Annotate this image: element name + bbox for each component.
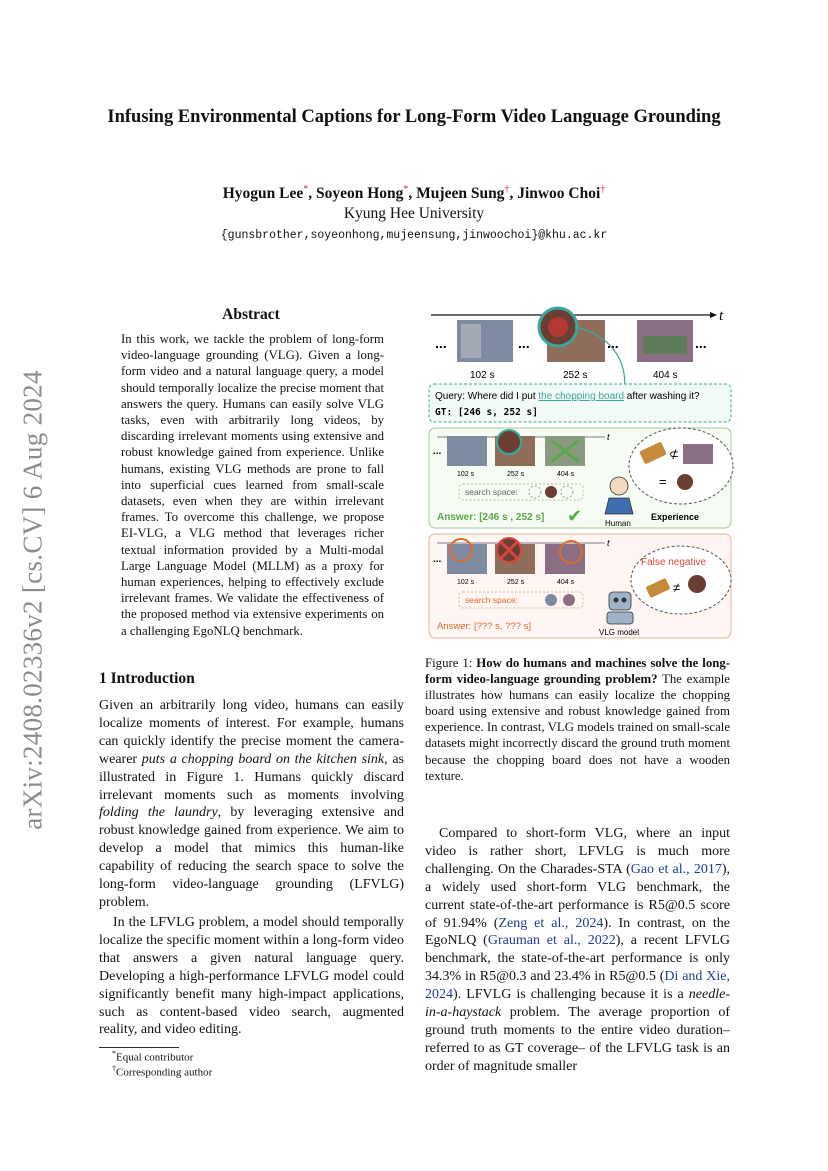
robot-icon (609, 592, 631, 610)
robot-icon-body (607, 612, 633, 624)
video-frame-detail (643, 336, 687, 354)
footnote-text: Corresponding author (116, 1066, 213, 1079)
arxiv-identifier (18, 360, 48, 840)
ellipsis: ... (435, 335, 447, 351)
search-slot (545, 486, 557, 498)
section-heading-introduction: 1 Introduction (99, 670, 195, 687)
footnote-1 (112, 1049, 193, 1064)
italic-phrase: puts a chopping board on the kitchen sink (141, 751, 385, 767)
intro-paragraph-3 (425, 825, 730, 1076)
robot-eye (614, 598, 619, 603)
abstract-heading: Abstract (222, 306, 280, 323)
text-run: ). LFVLG is challenging because it is a (453, 987, 689, 1003)
bubble-board-icon (677, 474, 693, 490)
figure-1-caption (425, 655, 730, 784)
citation-link[interactable]: Zeng et al., 2024 (498, 915, 604, 931)
text-run: , as illustrated in Figure 1. Humans quickly discard irrelevant moments such as moments involving (99, 751, 405, 803)
ellipsis: ... (433, 446, 442, 457)
time-label: 102 s (470, 370, 495, 381)
query-text (435, 391, 700, 402)
italic-phrase: needle-in-a-haystack (425, 987, 730, 1021)
time-label: 252 s (507, 579, 525, 586)
figure-1-illustration (425, 296, 737, 640)
search-space-label: search space: (465, 595, 518, 605)
paper-title: Infusing Environmental Captions for Long-Form Video Language Grounding (107, 107, 721, 127)
abstract-text: In this work, we tackle the problem of long-form video-language grounding (VLG). Given a long-form video and a natural language query, a model should temporally localize the precise moment that answers the query. Humans can easily solve VLG tasks, even with arbitrarily long videos, by discarding irrelevant moments using extensive and robust knowledge gained from experience. Unlike humans, existing VLG methods are prone to fall into superficial cues learned from small-scale datasets, even when they are within irrelevant frames. To overcome this challenge, we propose EI-VLG, a VLG method that leverages richer textual information provided by a Multi-modal Large Language Model (MLLM) as a proxy for human experiences, helping to effectively exclude irrelevant frames. We validate the effectiveness of the proposed method via extensive experiments on a challenging EgoNLQ benchmark. (121, 332, 384, 638)
caption-bold: How do humans and machines solve the long-form video-language grounding problem? (425, 656, 731, 687)
experience-label: Experience (651, 512, 700, 522)
ground-truth-label: GT: [246 s, 252 s] (435, 407, 538, 418)
vlg-model-label: VLG model (599, 628, 640, 637)
answer-human: Answer: [246 s , 252 s] (437, 512, 545, 523)
affiliation: Kyung Hee University (343, 205, 485, 222)
query-prefix: Query: Where did I put (435, 391, 539, 402)
author-emails: {gunsbrother,soyeonhong,mujeensung,jinwoochoi}@khu.ac.kr (220, 229, 608, 242)
not-subset-symbol: ⊄ (669, 447, 680, 461)
equals-symbol: = (659, 474, 667, 489)
human-icon (610, 477, 628, 495)
footnote-mark: * (112, 1049, 116, 1058)
author-mark: * (303, 184, 309, 195)
intro-paragraph-1 (99, 697, 404, 912)
author-name: Hyogun Lee (222, 185, 304, 203)
answer-model: Answer: [??? s, ??? s] (437, 621, 531, 632)
author-list: Hyogun Lee*, Soyeon Hong*, Mujeen Sung†, Jinwoo Choi† (222, 184, 606, 203)
time-label: 404 s (557, 471, 575, 478)
time-label: 404 s (653, 370, 678, 381)
text-run: ). In contrast, on the EgoNLQ ( (425, 915, 730, 949)
time-label: 102 s (457, 471, 475, 478)
author-mark: † (600, 184, 606, 195)
time-label: 252 s (563, 370, 588, 381)
ellipsis: ... (607, 335, 619, 351)
search-slot (563, 594, 575, 606)
query-highlight: the chopping board (538, 391, 625, 402)
time-label: 102 s (457, 579, 475, 586)
bubble-board-icon (688, 575, 706, 593)
ellipsis: ... (518, 335, 530, 351)
timeline-t-label: t (719, 308, 724, 324)
author-name: Soyeon Hong (315, 185, 404, 203)
text-run: ), a recent LFVLG benchmark, the state-of-the-art performance is only 34.3% in R5@0.3 and 23.4% in R5@0.5 ( (425, 933, 730, 985)
not-equal-symbol: ≠ (673, 580, 681, 595)
caption-label: Figure 1: (425, 656, 477, 670)
panel-highlight-circle (497, 430, 521, 454)
citation-link[interactable]: Gao et al., 2017 (630, 861, 722, 877)
author-mark: * (403, 184, 409, 195)
text-run: Compared to short-form VLG, where an input video is rather short, LFVLG is much more challenging. On the Charades-STA ( (425, 826, 730, 877)
footnote-text: Equal contributor (116, 1051, 194, 1064)
text-run: problem. The average proportion of ground truth moments to the entire video duration–referred to as GT coverage– of the LFVLG task is an order of magnitude smaller (425, 1005, 730, 1074)
panel-t-label: t (607, 538, 610, 548)
author-mark: † (504, 184, 510, 195)
false-negative-label: False negative (641, 557, 707, 568)
footnote-mark: † (112, 1064, 116, 1073)
robot-eye (622, 598, 627, 603)
human-icon-body (605, 498, 633, 514)
panel-frame (447, 436, 487, 466)
citation-link[interactable]: Grauman et al., 2022 (487, 933, 616, 949)
panel-t-label: t (607, 432, 610, 442)
citation-link[interactable]: Di and Xie, 2024 (425, 969, 730, 1003)
video-frame-detail (461, 324, 481, 358)
human-label: Human (605, 519, 631, 528)
author-name: Mujeen Sung (416, 185, 505, 203)
search-slot (545, 594, 557, 606)
ellipsis: ... (433, 554, 442, 565)
footnote-rule (99, 1047, 179, 1048)
bubble-frame (683, 444, 713, 464)
arxiv-identifier-text: arXiv:2408.02336v2 [cs.CV] 6 Aug 2024 (17, 370, 48, 830)
experience-bubble (629, 428, 733, 504)
intro-paragraph-2: In the LFVLG problem, a model should temporally localize the specific moment within a long-form video that answers a given natural language query. Developing a high-performance LFVLG model could significantly benefit many high-impact applications, such as content-based video search, augmented reality, and video editing. (99, 915, 404, 1038)
ellipsis: ... (695, 335, 707, 351)
time-label: 404 s (557, 579, 575, 586)
query-suffix: after washing it? (624, 391, 700, 402)
chopping-board-icon (548, 317, 568, 337)
timeline-arrowhead (710, 312, 717, 318)
search-space-label: search space: (465, 487, 518, 497)
author-name: Jinwoo Choi (517, 185, 601, 203)
check-icon: ✔ (567, 506, 583, 526)
text-run: , by leveraging extensive and robust knowledge gained from experience. We aim to develop a model that mimics this human-like capability of reducing the search space to solve the long-form video-language grounding (LFVLG) problem. (99, 805, 405, 910)
time-label: 252 s (507, 471, 525, 478)
italic-phrase: folding the laundry (99, 805, 218, 821)
footnote-2 (112, 1064, 212, 1079)
caption-text: The example illustrates how humans can easily localize the chopping board using extensive and robust knowledge gained from experience. In contrast, VLG models trained on small-scale datasets might incorrectly discard the ground truth moment because the chopping board does not have a wooden texture. (425, 672, 730, 783)
text-run: ), a widely used short-form VLG benchmark, the current state-of-the-art performance is R5@0.5 score of 91.94% ( (425, 861, 730, 931)
text-run: Given an arbitrarily long video, humans can easily localize moments of interest. For example, humans can quickly identify the precise moment the camera-wearer (99, 698, 404, 767)
